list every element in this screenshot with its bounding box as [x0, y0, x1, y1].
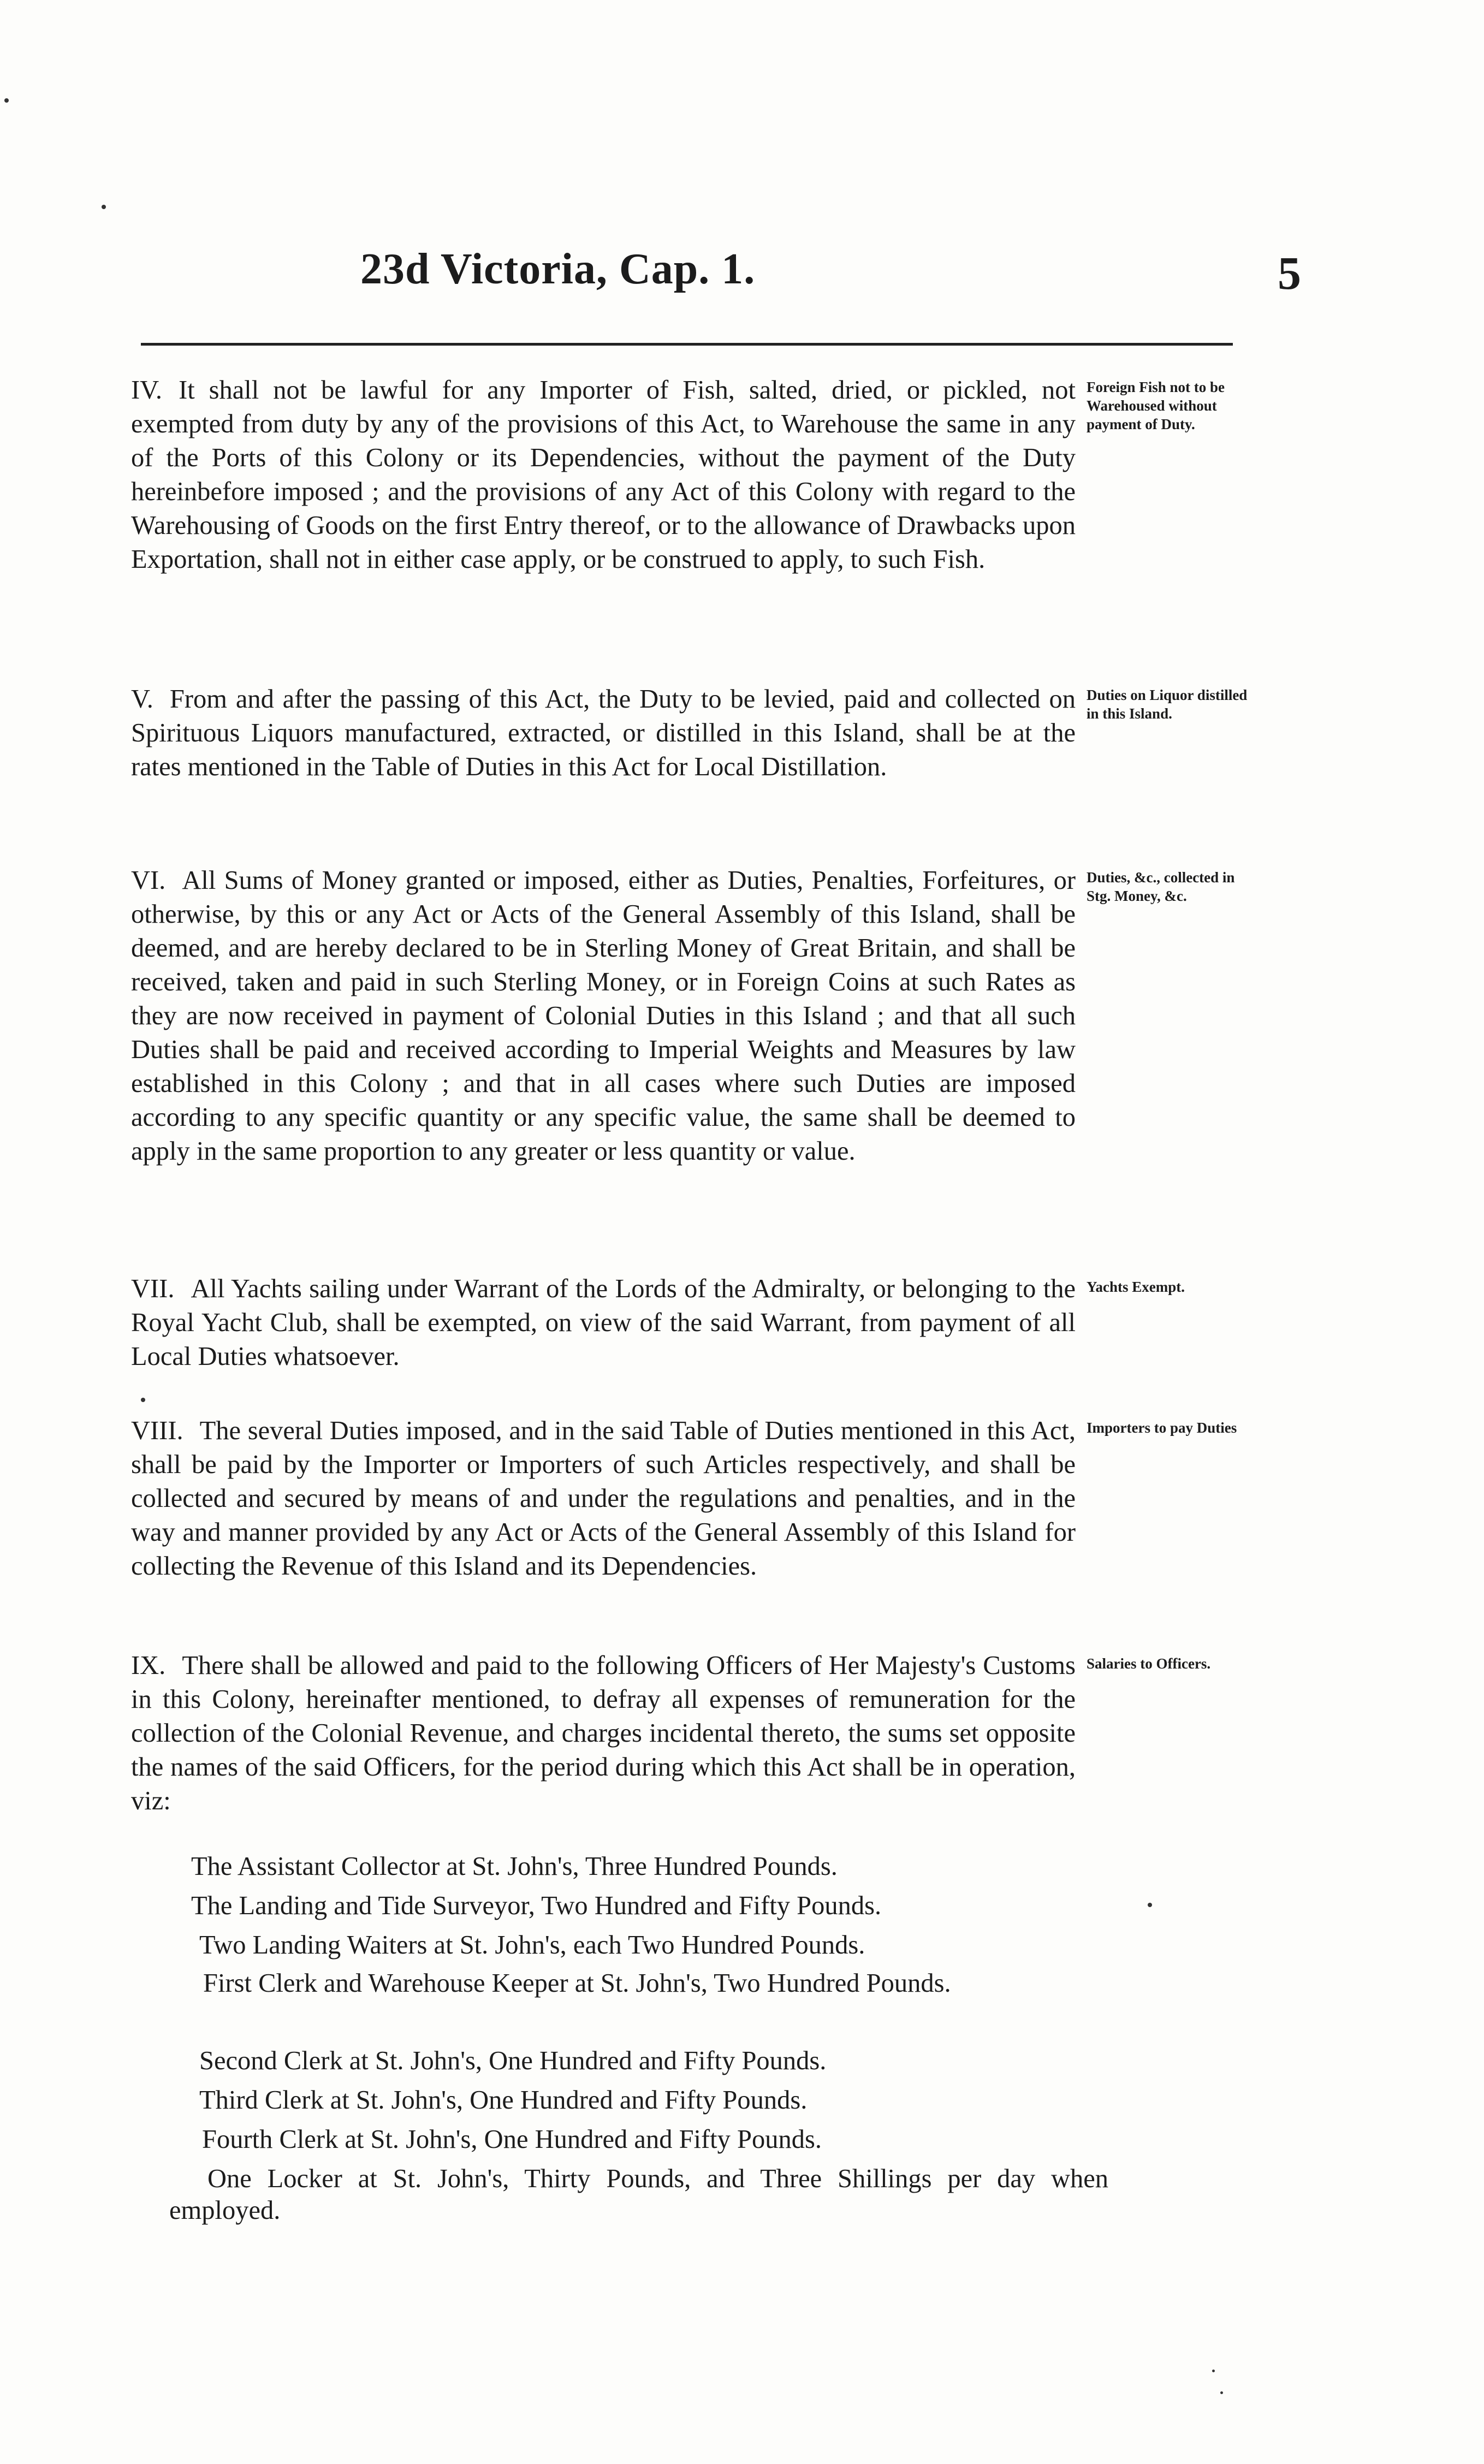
- section-text: There shall be allowed and paid to the following Officers of Her Majesty's Customs in this Colony, hereinafter mentioned, to defray all expenses of remuneration for the collection of the Colonial Revenue, and charges incidental thereto, the sums set opposite the names of the said Officers, for the period during which this Act shall be in operation, viz:: [131, 1651, 1076, 1815]
- section-viii: [131, 1414, 1076, 1583]
- page-number: 5: [1278, 247, 1301, 299]
- section-number: IX.: [131, 1651, 166, 1680]
- section-number: V.: [131, 685, 153, 714]
- section-text: The several Duties imposed, and in the said Table of Duties mentioned in this Act, shall be paid by the Importer or Importers of such Articles respectively, and shall be collected and secured by means of and under the regulations and penalties, and in the way and manner provided by any Act or Acts of the General Assembly of this Island for collecting the Revenue of this Island and its Dependencies.: [131, 1416, 1076, 1581]
- officer-entry: The Landing and Tide Surveyor, Two Hundred and Fifty Pounds.: [191, 1891, 882, 1920]
- margin-note-v: Duties on Liquor distilled in this Island.: [1087, 687, 1248, 722]
- margin-note-ix: Salaries to Officers.: [1087, 1655, 1211, 1672]
- margin-note-viii: Importers to pay Duties: [1087, 1420, 1237, 1436]
- margin-note-vi: Duties, &c., collected in Stg. Money, &c.: [1087, 869, 1235, 904]
- officer-entry: Third Clerk at St. John's, One Hundred and Fifty Pounds.: [199, 2086, 808, 2115]
- margin-note-vii: Yachts Exempt.: [1087, 1279, 1185, 1295]
- scan-speck: [102, 205, 106, 209]
- scan-speck: [1220, 2391, 1223, 2394]
- officer-entry: The Assistant Collector at St. John's, Three Hundred Pounds.: [191, 1852, 838, 1881]
- section-text: All Yachts sailing under Warrant of the Lords of the Admiralty, or belonging to the Royal Yacht Club, shall be exempted, on view of the said Warrant, from payment of all Local Duties whatsoever.: [131, 1274, 1076, 1371]
- scan-speck: [141, 1398, 145, 1402]
- officer-entry: Second Clerk at St. John's, One Hundred and Fifty Pounds.: [199, 2046, 827, 2075]
- section-text: All Sums of Money granted or imposed, either as Duties, Penalties, Forfeitures, or otherwise, by this or any Act or Acts of the General Assembly of this Island, shall be deemed, and are hereby declared to be in Sterling Money of Great Britain, and shall be received, taken and paid in such Sterling Money, or in Foreign Coins at such Rates as they are now received in payment of Colonial Duties in this Island ; and that all such Duties shall be paid and received according to Imperial Weights and Measures by law established in this Colony ; and that in all cases where such Duties are imposed according to any specific quantity or any specific value, the same shall be deemed to apply in the same proportion to any greater or less quantity or value.: [131, 866, 1076, 1166]
- section-vii: [131, 1272, 1076, 1374]
- section-text: From and after the passing of this Act, the Duty to be levied, paid and collected on Spirituous Liquors manufactured, extracted, or distilled in this Island, shall be at the rates mentioned in the Table of Duties in this Act for Local Distillation.: [131, 685, 1076, 781]
- section-number: VIII.: [131, 1416, 183, 1445]
- section-number: IV.: [131, 376, 163, 405]
- officer-entry: Two Landing Waiters at St. John's, each Two Hundred Pounds.: [199, 1931, 865, 1960]
- section-iv: [131, 373, 1076, 577]
- section-number: VI.: [131, 866, 166, 895]
- officer-entry: First Clerk and Warehouse Keeper at St. John's, Two Hundred Pounds.: [203, 1969, 951, 1998]
- header-rule: [141, 343, 1233, 346]
- section-text: It shall not be lawful for any Importer of Fish, salted, dried, or pickled, not exempted from duty by any of the provisions of this Act, to Warehouse the same in any of the Ports of this Colony or its Dependencies, without the payment of the Duty hereinbefore imposed ; and the provisions of any Act of this Colony with regard to the Warehousing of Goods on the first Entry thereof, or to the allowance of Drawbacks upon Exportation, shall not in either case apply, or be construed to apply, to such Fish.: [131, 376, 1076, 574]
- section-number: VII.: [131, 1274, 175, 1303]
- section-vi: [131, 864, 1076, 1168]
- scan-speck: [1148, 1903, 1152, 1907]
- section-v: [131, 682, 1076, 784]
- officer-entry: Fourth Clerk at St. John's, One Hundred and Fifty Pounds.: [202, 2125, 822, 2154]
- section-ix: [131, 1649, 1076, 1818]
- margin-note-iv: Foreign Fish not to be Warehoused without payment of Duty.: [1087, 379, 1225, 432]
- running-head-title: 23d Victoria, Cap. 1.: [360, 245, 756, 293]
- officer-entry: One Locker at St. John's, Thirty Pounds, and Three Shillings per day when employed.: [169, 2164, 1108, 2225]
- scan-speck: [4, 98, 9, 103]
- scan-speck: [1212, 2370, 1215, 2372]
